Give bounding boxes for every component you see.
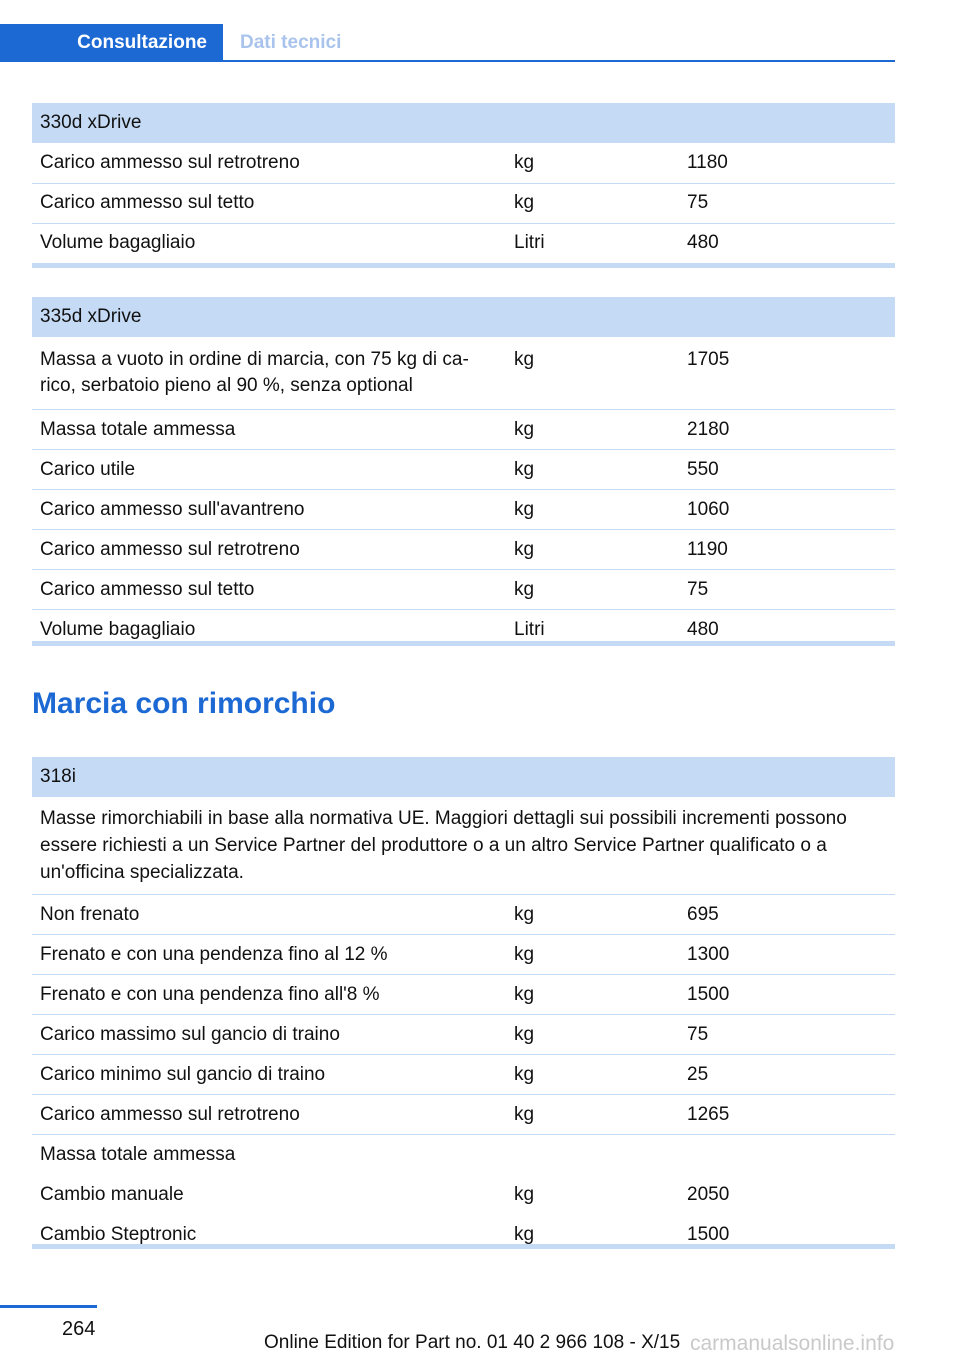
watermark: carmanualsonline.info <box>690 1332 895 1355</box>
table-note: Masse rimorchiabili in base alla normativa UE. Maggiori dettagli sui possibili incrementi possono essere richiesti a un Service Partner del produttore o a un altro Service Partner qualificato o a un'officina specializzata. <box>32 797 895 895</box>
row-value: 1500 <box>679 975 895 1015</box>
row-value: 1500 <box>687 1223 730 1245</box>
table-title: 330d xDrive <box>32 103 895 143</box>
row-value: 75 <box>679 1015 895 1055</box>
row-value: 1180 <box>679 143 895 183</box>
row-value: 695 <box>679 895 895 935</box>
row-value: 2050 <box>687 1183 730 1205</box>
spec-table-335d <box>32 297 895 650</box>
table-row <box>32 223 895 263</box>
table-row <box>32 1175 895 1215</box>
row-unit: kg <box>506 410 679 450</box>
table-row <box>32 450 895 490</box>
row-unit: kg <box>514 1183 535 1205</box>
row-label: Non frenato <box>32 895 506 935</box>
section-title: Marcia con rimorchio <box>32 687 336 720</box>
row-label: Carico ammesso sul tetto <box>32 570 506 610</box>
row-unit: kg <box>514 1223 535 1245</box>
row-label: Frenato e con una pendenza fino al 12 % <box>32 935 506 975</box>
table-row <box>32 570 895 610</box>
table-row <box>32 1095 895 1135</box>
row-label: Carico utile <box>32 450 506 490</box>
row-value: 25 <box>679 1055 895 1095</box>
row-label: Volume bagagliaio <box>40 618 196 640</box>
row-unit: kg <box>506 490 679 530</box>
table-row <box>32 337 895 410</box>
table-title: 335d xDrive <box>32 297 895 337</box>
row-unit: kg <box>506 530 679 570</box>
row-value: 480 <box>687 618 719 640</box>
table-end-rule <box>32 1244 895 1249</box>
row-label: Cambio Steptronic <box>40 1223 197 1245</box>
row-unit: kg <box>506 1015 679 1055</box>
table-row <box>32 530 895 570</box>
spec-table-330d <box>32 103 895 263</box>
table-end-rule <box>32 263 895 268</box>
table-subheading-row <box>32 1135 895 1175</box>
row-value: 75 <box>679 183 895 223</box>
table-row <box>32 183 895 223</box>
header-rule <box>0 60 895 62</box>
row-label: Massa totale ammessa <box>32 410 506 450</box>
row-label: Carico ammesso sul retrotreno <box>32 1095 506 1135</box>
row-label: Carico ammesso sul tetto <box>32 183 506 223</box>
row-value: 1300 <box>679 935 895 975</box>
row-value: 1190 <box>679 530 895 570</box>
row-label: Carico ammesso sull'avantreno <box>32 490 506 530</box>
row-unit: kg <box>506 1095 679 1135</box>
tab-dati-tecnici[interactable]: Dati tecnici <box>240 32 342 53</box>
row-unit: kg <box>506 1055 679 1095</box>
row-unit: kg <box>506 450 679 490</box>
table-row <box>32 1055 895 1095</box>
table-row <box>32 410 895 450</box>
row-value: 2180 <box>679 410 895 450</box>
row-value: 1060 <box>679 490 895 530</box>
row-label: Carico ammesso sul retrotreno <box>32 530 506 570</box>
row-value: 1705 <box>679 337 895 410</box>
table-row <box>32 895 895 935</box>
page-number: 264 <box>62 1318 96 1340</box>
row-value: 480 <box>687 232 719 254</box>
row-label: Frenato e con una pendenza fino all'8 % <box>32 975 506 1015</box>
row-value: 75 <box>679 570 895 610</box>
row-label: Carico massimo sul gancio di traino <box>32 1015 506 1055</box>
row-label: Carico minimo sul gancio di traino <box>32 1055 506 1095</box>
footer-rule <box>0 1305 97 1308</box>
row-unit: kg <box>506 183 679 223</box>
row-value: 1265 <box>679 1095 895 1135</box>
table-row <box>32 935 895 975</box>
row-label: Volume bagagliaio <box>40 232 196 254</box>
row-value: 550 <box>679 450 895 490</box>
table-subheading: Massa totale ammessa <box>40 1143 236 1165</box>
row-unit: kg <box>506 570 679 610</box>
row-label: Massa a vuoto in ordine di marcia, con 75 kg di ca- rico, serbatoio pieno al 90 %, senza optional <box>32 337 506 410</box>
table-end-rule <box>32 641 895 646</box>
row-unit: kg <box>506 337 679 410</box>
spec-table-318i <box>32 757 895 1255</box>
row-unit: kg <box>506 143 679 183</box>
edition-note: Online Edition for Part no. 01 40 2 966 108 - X/15 <box>264 1332 681 1353</box>
row-unit: Litri <box>514 618 545 640</box>
row-unit: kg <box>506 895 679 935</box>
table-row <box>32 1015 895 1055</box>
table-note-row <box>32 797 895 895</box>
row-label: Cambio manuale <box>40 1183 184 1205</box>
header-bar <box>0 24 895 62</box>
row-unit: kg <box>506 935 679 975</box>
table-title: 318i <box>32 757 895 797</box>
row-unit: Litri <box>514 232 545 254</box>
tab-consultazione[interactable]: Consultazione <box>0 24 223 62</box>
row-label: Carico ammesso sul retrotreno <box>32 143 506 183</box>
table-row <box>32 143 895 183</box>
table-row <box>32 975 895 1015</box>
table-row <box>32 490 895 530</box>
row-unit: kg <box>506 975 679 1015</box>
